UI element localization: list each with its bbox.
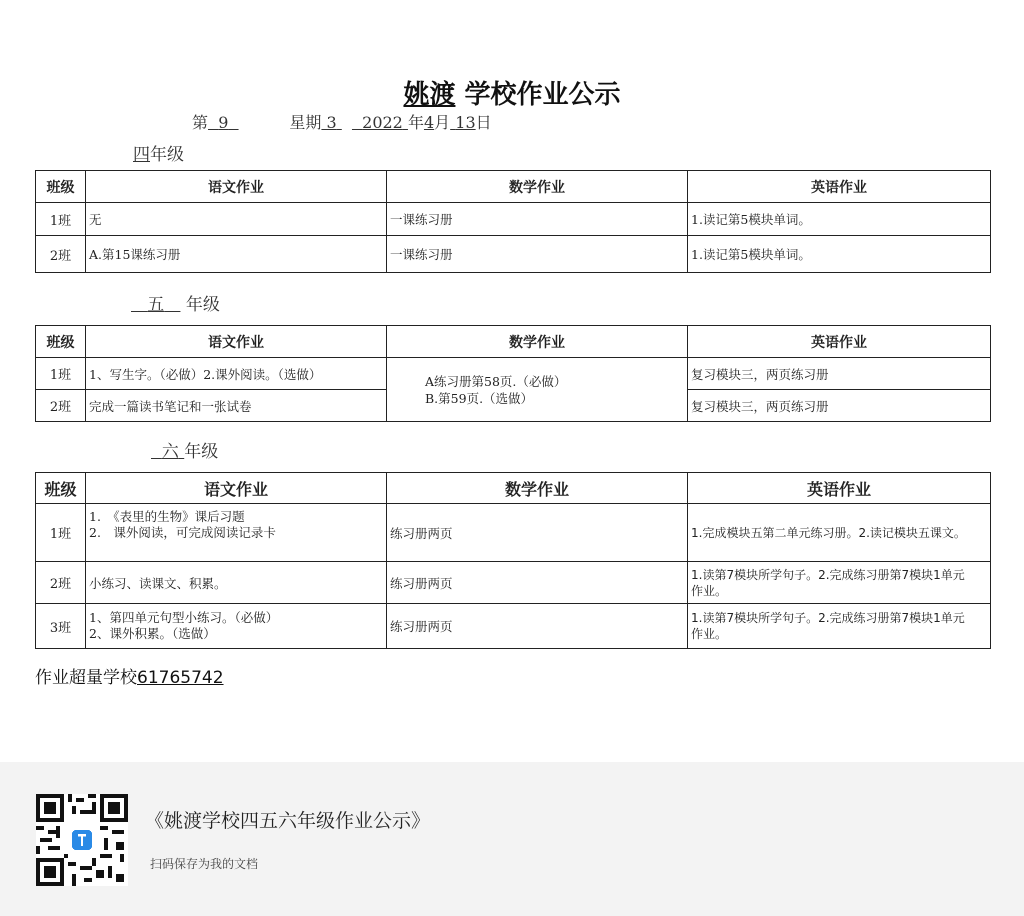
table-row bbox=[36, 562, 991, 604]
english-line-2: 作业。 bbox=[691, 627, 728, 641]
year-suffix: 年 bbox=[407, 113, 424, 132]
save-doc-bar bbox=[0, 762, 1024, 916]
col-math: 数学作业 bbox=[387, 171, 688, 203]
month-suffix: 月 bbox=[434, 113, 451, 132]
english-cell: 复习模块三，两页练习册 bbox=[688, 390, 991, 422]
math-cell: 练习册两页 bbox=[387, 604, 688, 649]
col-chinese: 语文作业 bbox=[86, 326, 387, 358]
chinese-cell bbox=[86, 504, 387, 562]
math-line-2: B.第59页.（选做） bbox=[425, 390, 534, 406]
class-cell: 2班 bbox=[36, 236, 86, 273]
math-cell: 一课练习册 bbox=[387, 236, 688, 273]
english-cell bbox=[688, 504, 991, 562]
table-header-row bbox=[36, 171, 991, 203]
english-cell: 复习模块三，两页练习册 bbox=[688, 358, 991, 390]
col-chinese: 语文作业 bbox=[86, 473, 387, 504]
page-title bbox=[0, 74, 1024, 111]
col-english: 英语作业 bbox=[688, 171, 991, 203]
chinese-line-1: 1、第四单元句型小练习。（必做） bbox=[89, 610, 279, 625]
date-line bbox=[192, 110, 492, 133]
chinese-line-2: 2、课外积累。（选做） bbox=[89, 626, 216, 641]
chinese-cell: 无 bbox=[86, 203, 387, 236]
col-class: 班级 bbox=[36, 326, 86, 358]
math-cell: 练习册两页 bbox=[387, 504, 688, 562]
chinese-line-1: 1. 《表里的生物》课后习题 bbox=[89, 509, 245, 524]
table-row bbox=[36, 358, 991, 390]
col-chinese: 语文作业 bbox=[86, 171, 387, 203]
col-math: 数学作业 bbox=[387, 326, 688, 358]
weekday-prefix: 星期 bbox=[289, 113, 322, 132]
table-row bbox=[36, 203, 991, 236]
day-suffix: 日 bbox=[475, 113, 492, 132]
class-cell: 1班 bbox=[36, 203, 86, 236]
table-header-row bbox=[36, 473, 991, 504]
english-cell bbox=[688, 604, 991, 649]
qr-code-icon[interactable] bbox=[36, 794, 128, 886]
week-number: 9 bbox=[218, 113, 229, 132]
grade6-heading bbox=[151, 437, 218, 462]
math-cell bbox=[387, 358, 688, 422]
grade4-number: 四 bbox=[133, 145, 150, 165]
overload-phone: 61765742 bbox=[137, 668, 224, 688]
table-row bbox=[36, 236, 991, 273]
overload-note bbox=[35, 663, 224, 688]
table-header-row bbox=[36, 326, 991, 358]
month: 4 bbox=[423, 113, 435, 132]
overload-label: 作业超量学校 bbox=[35, 668, 137, 688]
table-row bbox=[36, 504, 991, 562]
grade5-table bbox=[35, 325, 991, 422]
english-line-1: 1.读第7模块所学句子。2.完成练习册第7模块1单元 bbox=[691, 611, 965, 625]
chinese-cell: 完成一篇读书笔记和一张试卷 bbox=[86, 390, 387, 422]
grade5-suffix: 年级 bbox=[185, 295, 220, 315]
doc-title[interactable]: 《姚渡学校四五六年级作业公示》 bbox=[145, 810, 431, 832]
year: 2022 bbox=[362, 113, 403, 132]
grade5-number: 五 bbox=[147, 295, 165, 315]
math-cell: 练习册两页 bbox=[387, 562, 688, 604]
grade4-heading bbox=[133, 140, 184, 165]
english-cell bbox=[688, 562, 991, 604]
grade5-heading bbox=[131, 290, 220, 315]
col-english: 英语作业 bbox=[688, 326, 991, 358]
weekday: 3 bbox=[326, 113, 337, 132]
class-cell: 3班 bbox=[36, 604, 86, 649]
col-class: 班级 bbox=[36, 171, 86, 203]
math-cell: 一课练习册 bbox=[387, 203, 688, 236]
class-cell: 2班 bbox=[36, 562, 86, 604]
grade6-table bbox=[35, 472, 991, 649]
chinese-cell: A.第15课练习册 bbox=[86, 236, 387, 273]
chinese-cell: 1、写生字。（必做）2.课外阅读。（选做） bbox=[86, 358, 387, 390]
week-prefix: 第 bbox=[192, 113, 209, 132]
grade4-table bbox=[35, 170, 991, 273]
grade6-suffix: 年级 bbox=[184, 442, 219, 462]
table-row bbox=[36, 604, 991, 649]
col-english: 英语作业 bbox=[688, 473, 991, 504]
scan-save-hint: 扫码保存为我的文档 bbox=[150, 857, 259, 871]
class-cell: 1班 bbox=[36, 358, 86, 390]
english-cell: 1.读记第5模块单词。 bbox=[688, 236, 991, 273]
class-cell: 1班 bbox=[36, 504, 86, 562]
chinese-cell bbox=[86, 604, 387, 649]
chinese-line-2: 2. 课外阅读，可完成阅读记录卡 bbox=[89, 525, 276, 540]
grade4-suffix: 年级 bbox=[150, 145, 184, 165]
english-line-2: 作业。 bbox=[691, 583, 728, 598]
col-math: 数学作业 bbox=[387, 473, 688, 504]
english-line-1: 1.读第7模块所学句子。2.完成练习册第7模块1单元 bbox=[691, 567, 965, 582]
english-line-1: 1.完成模块五第二单元练习册。2.读记模块五课文。 bbox=[691, 526, 966, 540]
chinese-cell: 小练习、读课文、积累。 bbox=[86, 562, 387, 604]
day: 13 bbox=[455, 113, 476, 132]
title-school: 姚渡 bbox=[403, 80, 456, 110]
class-cell: 2班 bbox=[36, 390, 86, 422]
col-class: 班级 bbox=[36, 473, 86, 504]
english-cell: 1.读记第5模块单词。 bbox=[688, 203, 991, 236]
grade6-number: 六 bbox=[161, 442, 179, 462]
title-rest: 学校作业公示 bbox=[464, 80, 621, 110]
math-line-1: A练习册第58页.（必做） bbox=[425, 373, 567, 389]
